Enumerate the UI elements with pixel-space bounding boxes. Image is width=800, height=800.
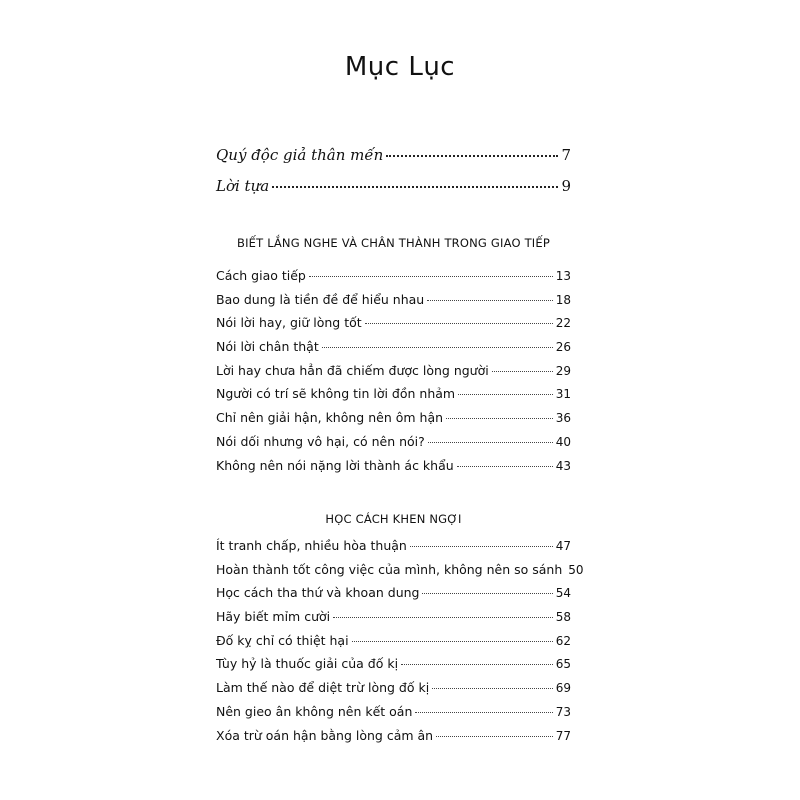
toc-row <box>216 268 571 292</box>
page-number: 50 <box>568 562 584 577</box>
entry-title: Nói lời hay, giữ lòng tốt <box>216 315 362 331</box>
toc-row <box>216 292 571 316</box>
toc-row <box>216 315 571 339</box>
page-number: 9 <box>561 177 571 195</box>
page-number: 36 <box>555 411 571 426</box>
intro-list <box>216 146 571 208</box>
dot-leader <box>457 465 553 467</box>
entry-title: Nói lời chân thật <box>216 339 319 355</box>
page-number: 29 <box>555 363 571 378</box>
dot-leader <box>401 663 553 665</box>
page-number: 47 <box>555 539 571 553</box>
dot-leader <box>352 640 553 642</box>
page-number: 65 <box>555 657 571 672</box>
toc-row <box>216 386 571 410</box>
page-number: 13 <box>555 269 571 283</box>
page-number: 58 <box>555 610 571 625</box>
dot-leader <box>365 322 553 324</box>
toc-row <box>216 177 571 208</box>
dot-leader <box>458 393 553 395</box>
entry-title: Người có trí sẽ không tin lời đồn nhảm <box>216 386 456 402</box>
page-number: 73 <box>555 704 571 719</box>
entry-title: Làm thế nào để diệt trừ lòng đố kị <box>216 680 430 696</box>
dot-leader <box>322 346 553 348</box>
dot-leader <box>386 154 558 157</box>
dot-leader <box>492 370 553 372</box>
toc-row <box>216 633 571 657</box>
toc-row <box>216 434 571 458</box>
entry-title: Nói dối nhưng vô hại, có nên nói? <box>216 433 425 449</box>
entry-title: Bao dung là tiền đề để hiểu nhau <box>216 291 425 307</box>
entry-title: Học cách tha thứ và khoan dung <box>216 585 420 601</box>
toc-row <box>216 458 571 482</box>
toc-row <box>216 363 571 387</box>
dot-leader <box>427 299 553 301</box>
dot-leader <box>428 441 553 443</box>
page-number: 69 <box>555 681 571 696</box>
page-number: 26 <box>555 340 571 355</box>
dot-leader <box>432 687 553 689</box>
entry-title: Hãy biết mỉm cười <box>216 609 331 625</box>
toc-row <box>216 585 571 609</box>
dot-leader <box>272 185 558 188</box>
page-number: 31 <box>555 387 571 402</box>
dot-leader <box>415 711 552 713</box>
toc-row <box>216 680 571 704</box>
entry-title: Cách giao tiếp <box>216 268 306 283</box>
dot-leader <box>436 735 553 737</box>
page-title: Mục Lục <box>344 52 456 82</box>
entry-title: Ít tranh chấp, nhiều hòa thuận <box>216 538 407 553</box>
entry-title: Không nên nói nặng lời thành ác khẩu <box>216 457 454 473</box>
toc-row <box>216 561 584 586</box>
dot-leader <box>422 592 552 594</box>
page-number: 40 <box>555 434 571 449</box>
section-list <box>216 538 584 751</box>
entry-title: Nên gieo ân không nên kết oán <box>216 703 413 719</box>
entry-title: Tùy hỷ là thuốc giải của đố kị <box>216 656 399 672</box>
entry-title: Quý độc giả thân mến <box>216 146 384 164</box>
page-number: 18 <box>555 292 571 307</box>
toc-row <box>216 146 571 177</box>
dot-leader <box>446 417 553 419</box>
page-number: 54 <box>555 586 571 601</box>
dot-leader <box>410 545 553 547</box>
entry-title: Lời hay chưa hẳn đã chiếm được lòng người <box>216 362 489 378</box>
section-heading: BIẾT LẮNG NGHE VÀ CHÂN THÀNH TRONG GIAO TIẾP <box>237 236 550 250</box>
entry-title: Hoàn thành tốt công việc của mình, không nên so sánh <box>216 561 563 577</box>
entry-title: Chỉ nên giải hận, không nên ôm hận <box>216 410 444 426</box>
dot-leader <box>333 616 553 618</box>
toc-row <box>216 704 571 728</box>
entry-title: Đố kỵ chỉ có thiệt hại <box>216 632 349 648</box>
section-list <box>216 268 571 481</box>
toc-row <box>216 656 571 680</box>
page-number: 77 <box>555 728 571 743</box>
dot-leader <box>309 275 553 277</box>
toc-row <box>216 339 571 363</box>
toc-row <box>216 538 571 562</box>
entry-title: Lời tựa <box>216 177 270 195</box>
toc-row <box>216 410 571 434</box>
toc-row <box>216 728 571 752</box>
page-number: 43 <box>555 458 571 473</box>
entry-title: Xóa trừ oán hận bằng lòng cảm ân <box>216 727 434 743</box>
page-number: 7 <box>561 146 571 164</box>
page-number: 62 <box>555 633 571 648</box>
toc-row <box>216 609 571 633</box>
section-heading: HỌC CÁCH KHEN NGỢI <box>325 512 462 526</box>
page-number: 22 <box>555 316 571 331</box>
